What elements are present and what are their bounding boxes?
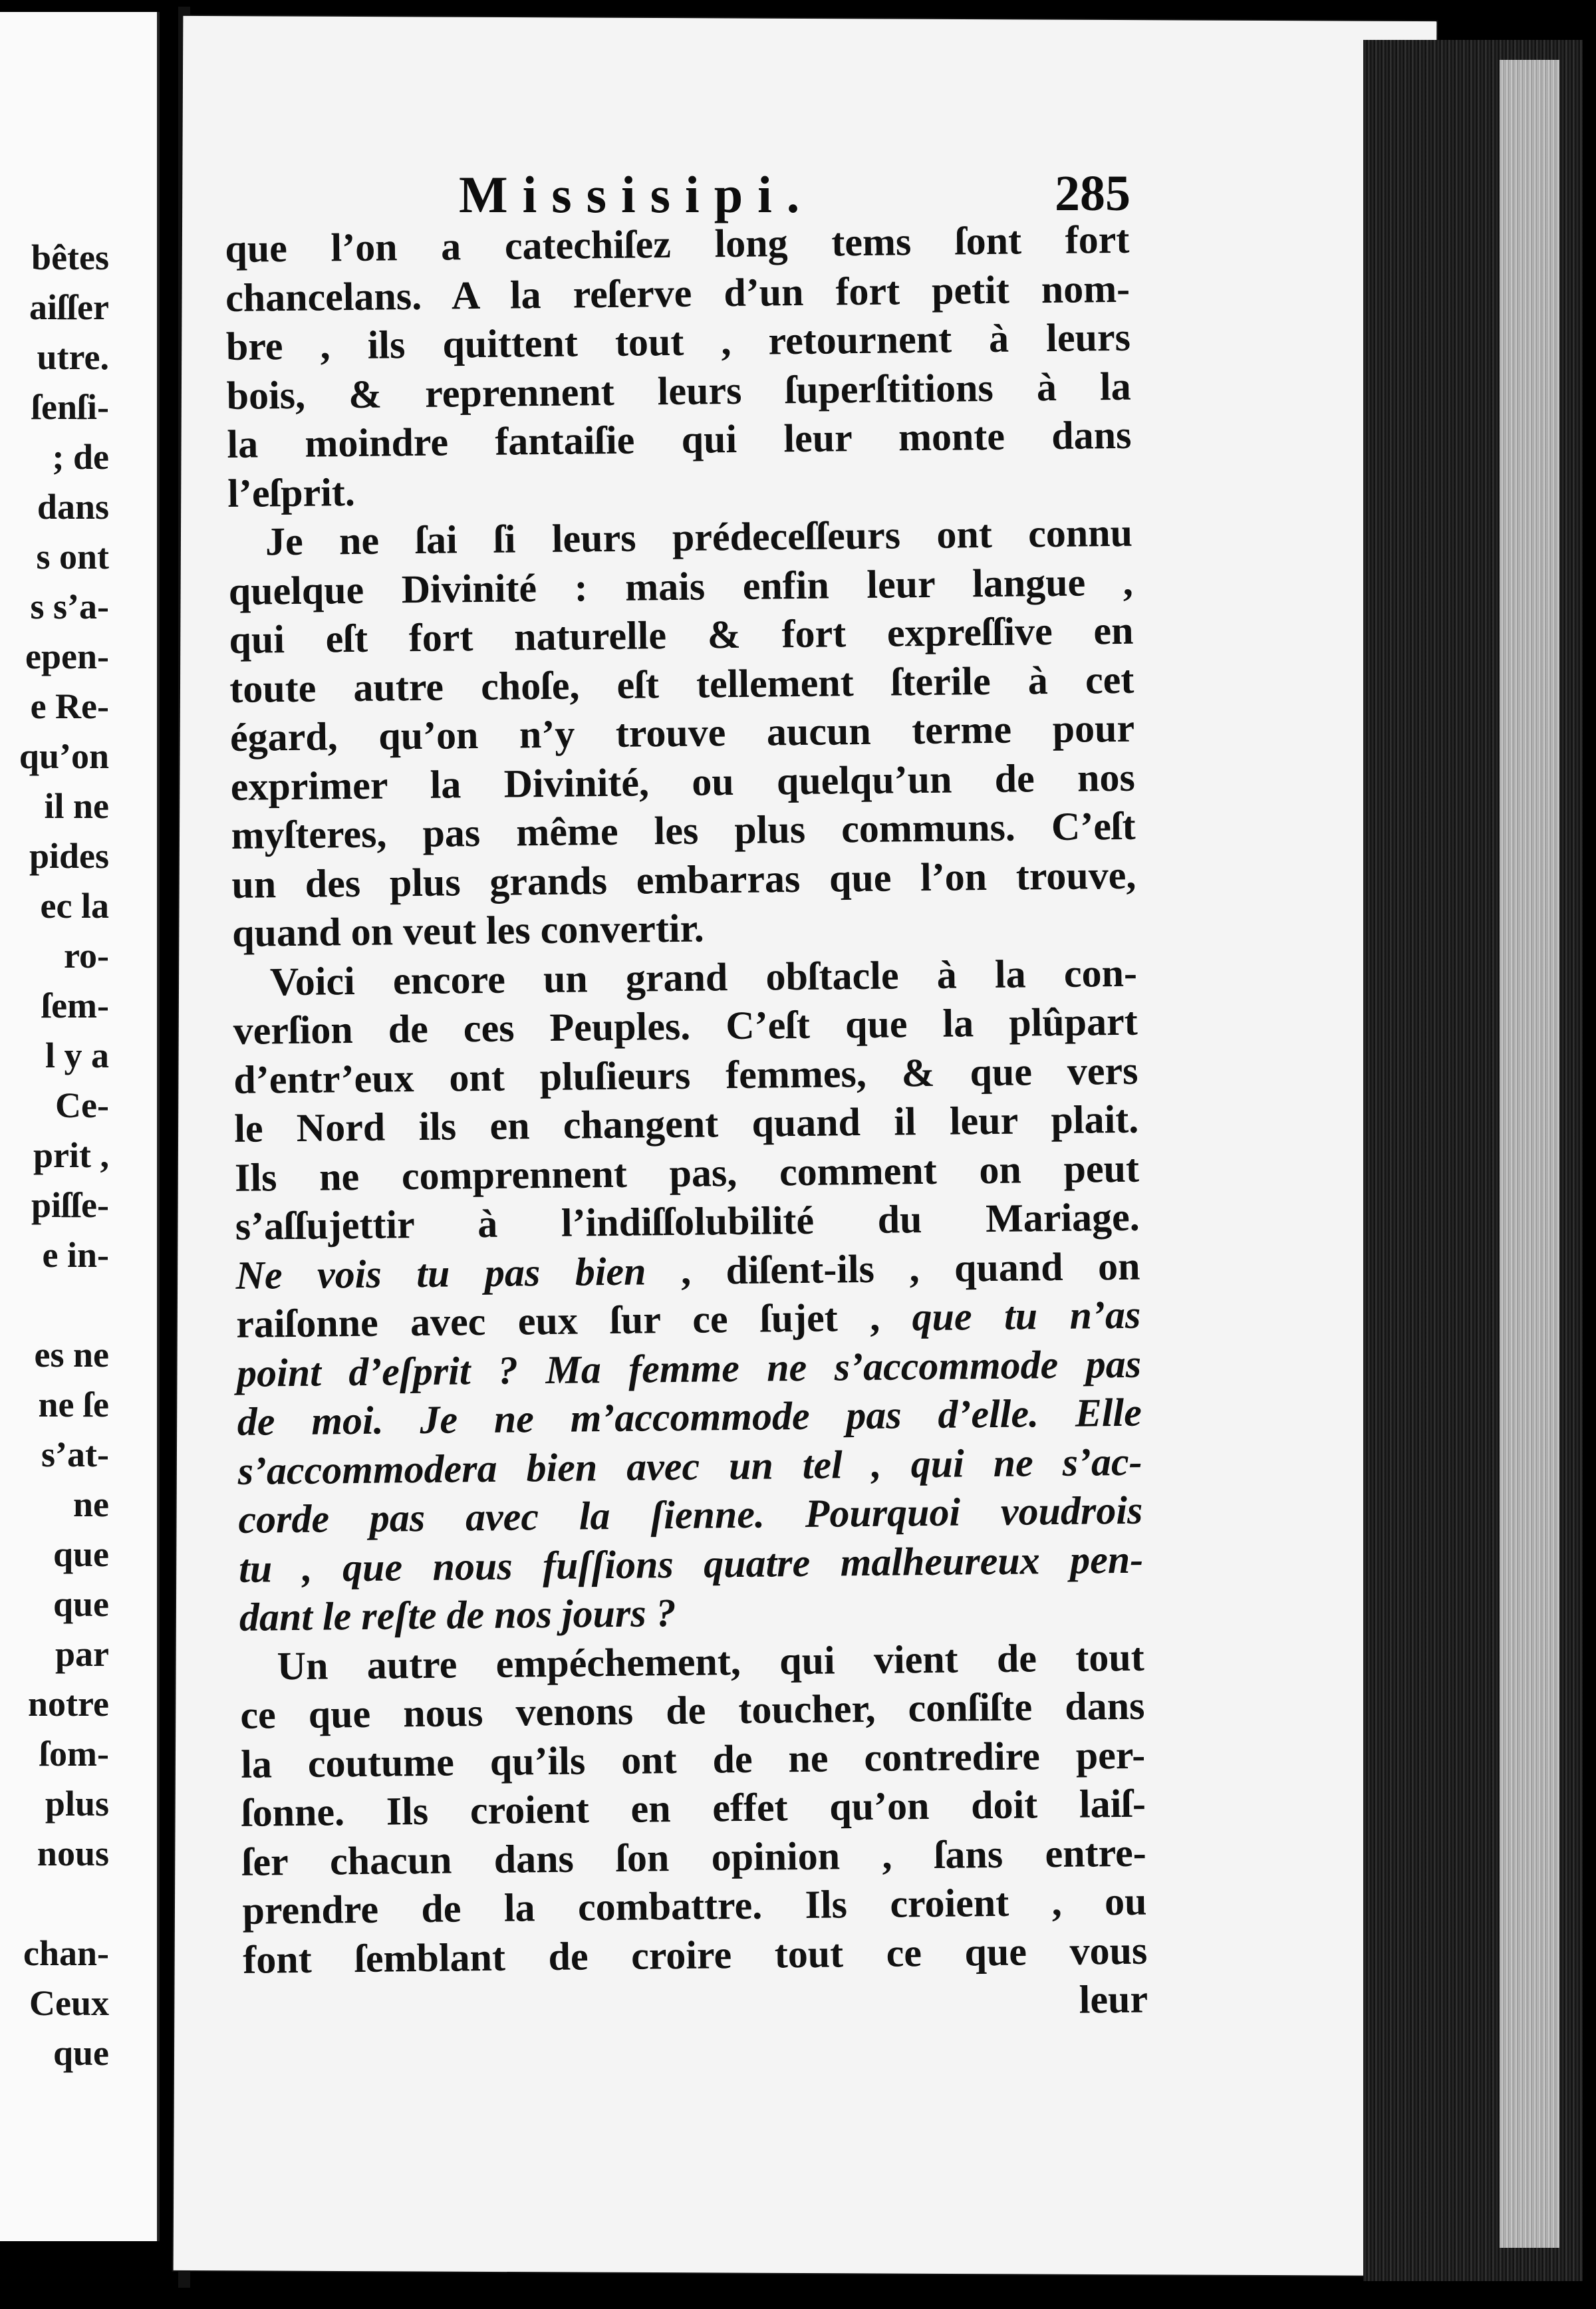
facing-page-line: il ne — [44, 786, 109, 826]
text-line: corde pas avec la ſienne. Pourquoi voudrois — [238, 1488, 1143, 1542]
text-line: chancelans. A la reſerve d’un fort petit nom- — [225, 266, 1130, 320]
facing-page-line: s s’a- — [30, 587, 109, 626]
text-line: Un autre empéchement, qui vient de tout — [277, 1635, 1144, 1688]
text-line: quelque Divinité : mais enfin leur langue , — [228, 559, 1134, 613]
page-edges-highlight — [1500, 60, 1559, 2248]
facing-page-line: pides — [29, 836, 109, 876]
text-line: s’aſſujettir à l’indiſſolubilité du Mariage. — [235, 1194, 1140, 1248]
text-line: d’entr’eux ont pluſieurs femmes, & que vers — [233, 1048, 1138, 1102]
text-line: ſonne. Ils croient en effet qu’on doit laiſ- — [241, 1781, 1146, 1835]
facing-page-line: qu’on — [19, 736, 109, 776]
facing-page-line: piſſe- — [31, 1185, 109, 1225]
facing-page-line: nous — [37, 1834, 109, 1873]
text-line: dant le reſte de nos jours ? — [239, 1591, 676, 1639]
text-line: myſteres, pas même les plus communs. C’eſt — [231, 803, 1136, 857]
facing-page-line: ſem- — [41, 986, 109, 1025]
running-title: Missisipi. — [459, 166, 815, 223]
text-line: la coutume qu’ils ont de ne contredire per- — [240, 1732, 1146, 1786]
roman-text: raiſonne avec eux ſur ce ſujet , — [235, 1295, 912, 1346]
paragraph-2 — [228, 509, 1137, 958]
text-line: la moindre fantaiſie qui leur monte dans — [227, 412, 1132, 466]
paragraph-4 — [239, 1633, 1148, 2033]
facing-page-line: s’at- — [41, 1434, 109, 1474]
catchword: leur — [1079, 1976, 1148, 2022]
facing-page-line: par — [55, 1634, 109, 1674]
facing-page-line: ro- — [64, 936, 109, 976]
text-line — [236, 1291, 1141, 1349]
text-line: Ils ne comprennent pas, comment on peut — [234, 1146, 1140, 1200]
facing-page-line: es ne — [34, 1335, 109, 1375]
facing-page-line: que — [53, 1584, 109, 1624]
text-line: que l’on a catechiſez long tems ſont fort — [225, 217, 1130, 271]
facing-page-line: e in- — [42, 1235, 109, 1275]
facing-page-fragment — [0, 12, 160, 2241]
text-line: ſer chacun dans ſon opinion , ſans entre- — [241, 1830, 1147, 1884]
roman-text: , diſent-ils , quand on — [646, 1244, 1140, 1293]
text-line: tu , que nous fuſſions quatre malheureux pen- — [238, 1537, 1144, 1591]
facing-page-line: Ceux — [29, 1983, 109, 2023]
facing-page-line: ; de — [52, 437, 109, 477]
facing-page-line: l y a — [45, 1035, 109, 1075]
text-line: le Nord ils en changent quand il leur plait. — [233, 1097, 1139, 1151]
text-line: exprimer la Divinité, ou quelqu’un de nos — [230, 755, 1136, 809]
text-line: ce que nous venons de toucher, conſiſte dans — [240, 1683, 1145, 1737]
facing-page-line: Ce- — [55, 1085, 109, 1125]
facing-page-text — [19, 233, 109, 2078]
facing-page-line: notre — [28, 1684, 109, 1724]
facing-page-line: ſenſi- — [31, 387, 109, 427]
text-line: bois, & reprennent leurs ſuperſtitions à la — [226, 364, 1131, 418]
text-line: de moi. Je ne m’accommode pas d’elle. Elle — [237, 1390, 1142, 1444]
text-line: prendre de la combattre. Ils croient , ou — [242, 1879, 1147, 1933]
page-header — [279, 165, 1130, 225]
text-line: Voici encore un grand obſtacle à la con- — [269, 950, 1138, 1004]
facing-page-line: bêtes — [31, 237, 109, 277]
text-line: Je ne ſai ſi leurs prédeceſſeurs ont connu — [265, 510, 1133, 564]
text-line: verſion de ces Peuples. C’eſt que la plûpart — [233, 999, 1138, 1053]
facing-page-line: utre. — [37, 337, 109, 377]
facing-page-line — [19, 1879, 109, 1929]
text-line: qui eſt fort naturelle & fort expreſſive en — [229, 608, 1134, 662]
facing-page-line: e Re- — [30, 686, 109, 726]
text-line: s’accommodera bien avec un tel , qui ne s’ac- — [237, 1439, 1142, 1493]
text-line: font ſemblant de croire tout ce que vous — [242, 1928, 1148, 1982]
facing-page-line: ne ſe — [38, 1385, 109, 1425]
text-line: point d’eſprit ? Ma femme ne s’accommode pas — [236, 1341, 1142, 1395]
text-line: l’eſprit. — [227, 470, 356, 515]
paragraph-3 — [233, 948, 1144, 1642]
facing-page-line: prit , — [33, 1135, 109, 1175]
text-line: égard, qu’on n’y trouve aucun terme pour — [229, 706, 1135, 759]
facing-page-line: aiſſer — [29, 287, 109, 327]
facing-page-line — [19, 1280, 109, 1330]
facing-page-line: epen- — [25, 636, 109, 676]
facing-page-line: plus — [45, 1784, 109, 1824]
facing-page-line: chan- — [23, 1933, 109, 1973]
facing-page-line: ſom- — [39, 1734, 109, 1774]
page-number: 285 — [1055, 166, 1130, 221]
facing-page-line: que — [53, 1534, 109, 1574]
facing-page-line: ne — [73, 1484, 109, 1524]
body-text — [225, 215, 1148, 2034]
facing-page-line: s ont — [36, 537, 109, 577]
facing-page-line: dans — [37, 487, 109, 527]
text-line: quand on veut les convertir. — [231, 906, 704, 955]
text-line: un des plus grands embarras que l’on trouve, — [231, 853, 1136, 906]
italic-text: Ne vois tu pas bien — [235, 1248, 646, 1297]
text-line: toute autre choſe, eſt tellement ſterile à cet — [229, 657, 1134, 711]
paragraph-1 — [225, 215, 1132, 518]
text-line — [235, 1242, 1140, 1300]
text-line: bre , ils quittent tout , retournent à leurs — [225, 315, 1131, 368]
italic-text: que tu n’as — [912, 1292, 1141, 1339]
facing-page-line: que — [53, 2033, 109, 2073]
facing-page-line: ec la — [40, 886, 109, 926]
